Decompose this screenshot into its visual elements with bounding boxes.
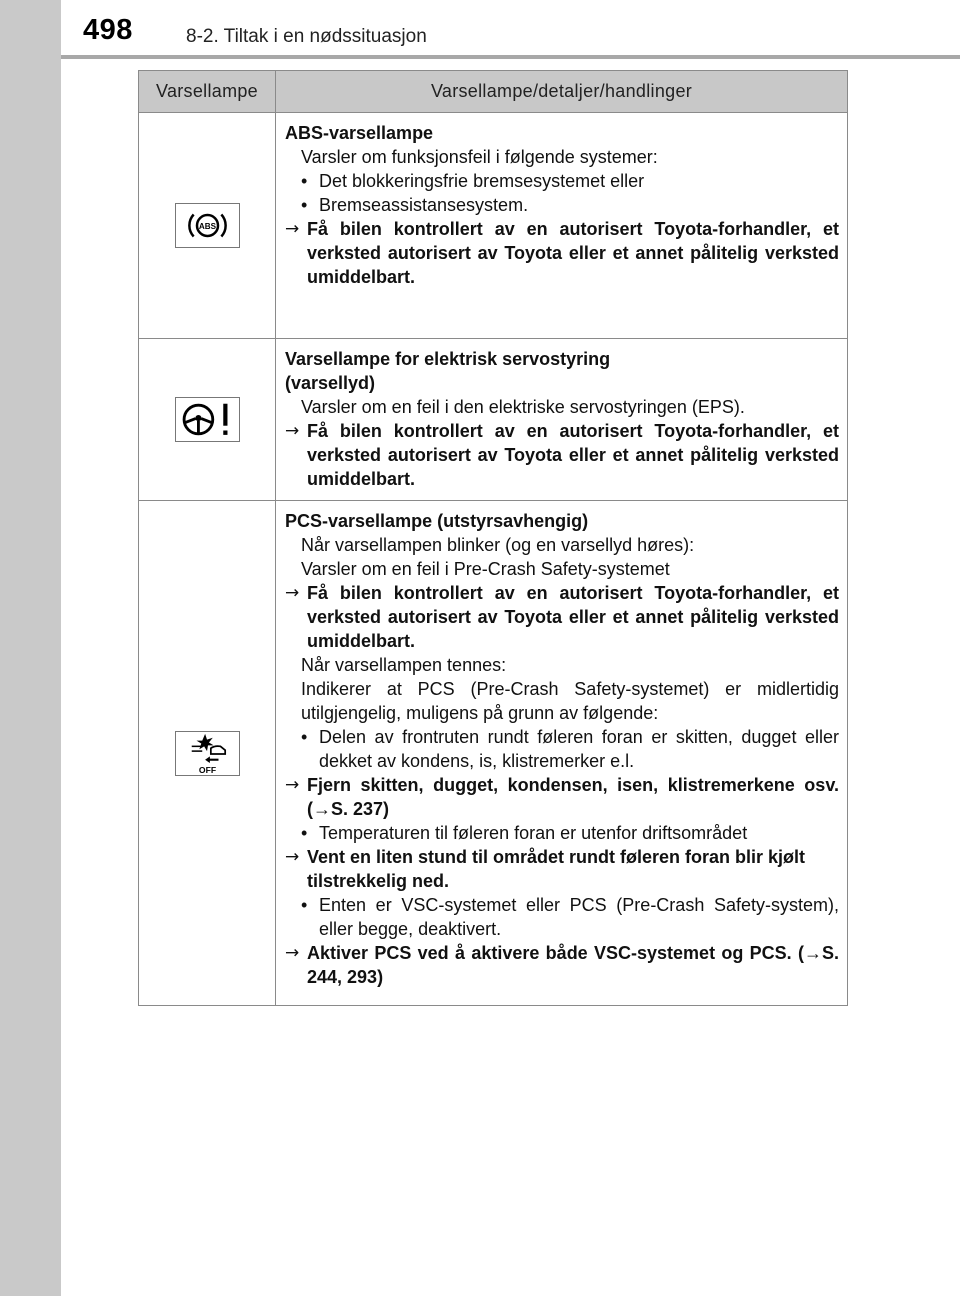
bullet-mark: • bbox=[301, 823, 308, 843]
action-item bbox=[285, 217, 839, 289]
arrow-icon: → bbox=[285, 219, 300, 239]
action-text: Fjern skitten, dugget, kondensen, isen, klistremerkene osv. (→S. 237) bbox=[307, 775, 839, 819]
lamp-description: Når varsellampen blinker (og en varsellyd høres): bbox=[301, 535, 695, 555]
arrow-icon: → bbox=[285, 775, 300, 795]
bullet-item bbox=[285, 169, 839, 193]
steering-warning-icon bbox=[175, 397, 240, 442]
lamp-title: ABS-varsellampe bbox=[285, 123, 434, 143]
lamp-description: Når varsellampen tennes: bbox=[301, 655, 507, 675]
bullet-text: Enten er VSC-systemet eller PCS (Pre-Crash Safety-system), eller begge, deaktivert. bbox=[319, 895, 839, 939]
arrow-icon: → bbox=[285, 847, 300, 867]
action-item bbox=[285, 419, 839, 491]
action-text: Vent en liten stund til området rundt føleren foran blir kjølt tilstrekkelig ned. bbox=[307, 847, 806, 891]
action-text: Få bilen kontrollert av en autorisert Toyota-forhandler, et verksted autorisert av Toyota eller et annet pålitelig verksted umiddelbart. bbox=[307, 421, 839, 489]
action-text: Få bilen kontrollert av en autorisert Toyota-forhandler, et verksted autorisert av Toyota eller et annet pålitelig verksted umiddelbart. bbox=[307, 219, 839, 287]
action-item bbox=[285, 581, 839, 653]
lamp-title-sub: (varsellyd) bbox=[285, 373, 376, 393]
table-header-row bbox=[139, 71, 848, 113]
page-number: 498 bbox=[83, 14, 133, 46]
table-row bbox=[139, 501, 848, 1006]
lamp-description: Varsler om funksjonsfeil i følgende systemer: bbox=[301, 147, 658, 167]
table-row bbox=[139, 339, 848, 501]
action-item bbox=[285, 941, 839, 989]
lamp-title: Varsellampe for elektrisk servostyring bbox=[285, 349, 611, 369]
bullet-text: Det blokkeringsfrie bremsesystemet eller bbox=[319, 171, 645, 191]
bullet-text: Temperaturen til føleren foran er utenfor driftsområdet bbox=[319, 823, 748, 843]
action-text: Få bilen kontrollert av en autorisert Toyota-forhandler, et verksted autorisert av Toyota eller et annet pålitelig verksted umiddelbart. bbox=[307, 583, 839, 651]
warning-lamp-table bbox=[138, 70, 848, 1006]
icon-cell bbox=[139, 339, 276, 501]
header-rule bbox=[61, 55, 960, 59]
header-lamp: Varsellampe bbox=[139, 71, 276, 113]
action-item bbox=[285, 845, 839, 893]
pcs-off-icon bbox=[175, 731, 240, 776]
abs-icon-label: ABS bbox=[198, 221, 216, 231]
lamp-description: Varsler om en feil i den elektriske servostyringen (EPS). bbox=[301, 397, 745, 417]
page-side-bar bbox=[0, 0, 61, 1296]
lamp-description: Indikerer at PCS (Pre-Crash Safety-systemet) er midlertidig utilgjengelig, muligens på grunn av følgende: bbox=[301, 679, 839, 723]
bullet-item bbox=[285, 725, 839, 773]
bullet-mark: • bbox=[301, 727, 308, 747]
action-item bbox=[285, 773, 839, 821]
bullet-text: Bremseassistansesystem. bbox=[319, 195, 529, 215]
pcs-icon-label: OFF bbox=[198, 764, 216, 775]
section-title: 8-2. Tiltak i en nødssituasjon bbox=[186, 26, 427, 47]
bullet-mark: • bbox=[301, 171, 308, 191]
action-text: Aktiver PCS ved å aktivere både VSC-systemet og PCS. (→S. 244, 293) bbox=[307, 943, 839, 987]
bullet-item bbox=[285, 893, 839, 941]
description-cell bbox=[276, 501, 848, 1006]
bullet-item bbox=[285, 193, 839, 217]
icon-cell bbox=[139, 501, 276, 1006]
table-row bbox=[139, 113, 848, 339]
description-cell bbox=[276, 113, 848, 339]
lamp-description: Varsler om en feil i Pre-Crash Safety-systemet bbox=[301, 559, 670, 579]
bullet-item bbox=[285, 821, 839, 845]
abs-warning-icon bbox=[175, 203, 240, 248]
bullet-mark: • bbox=[301, 895, 308, 915]
bullet-mark: • bbox=[301, 195, 308, 215]
arrow-icon: → bbox=[285, 583, 300, 603]
bullet-text: Delen av frontruten rundt føleren foran er skitten, dugget eller dekket av kondens, is, klistremerker e.l. bbox=[319, 727, 839, 771]
header-details: Varsellampe/detaljer/handlinger bbox=[276, 71, 848, 113]
icon-cell bbox=[139, 113, 276, 339]
description-cell bbox=[276, 339, 848, 501]
arrow-icon: → bbox=[285, 943, 300, 963]
arrow-icon: → bbox=[285, 421, 300, 441]
lamp-title: PCS-varsellampe (utstyrsavhengig) bbox=[285, 511, 589, 531]
